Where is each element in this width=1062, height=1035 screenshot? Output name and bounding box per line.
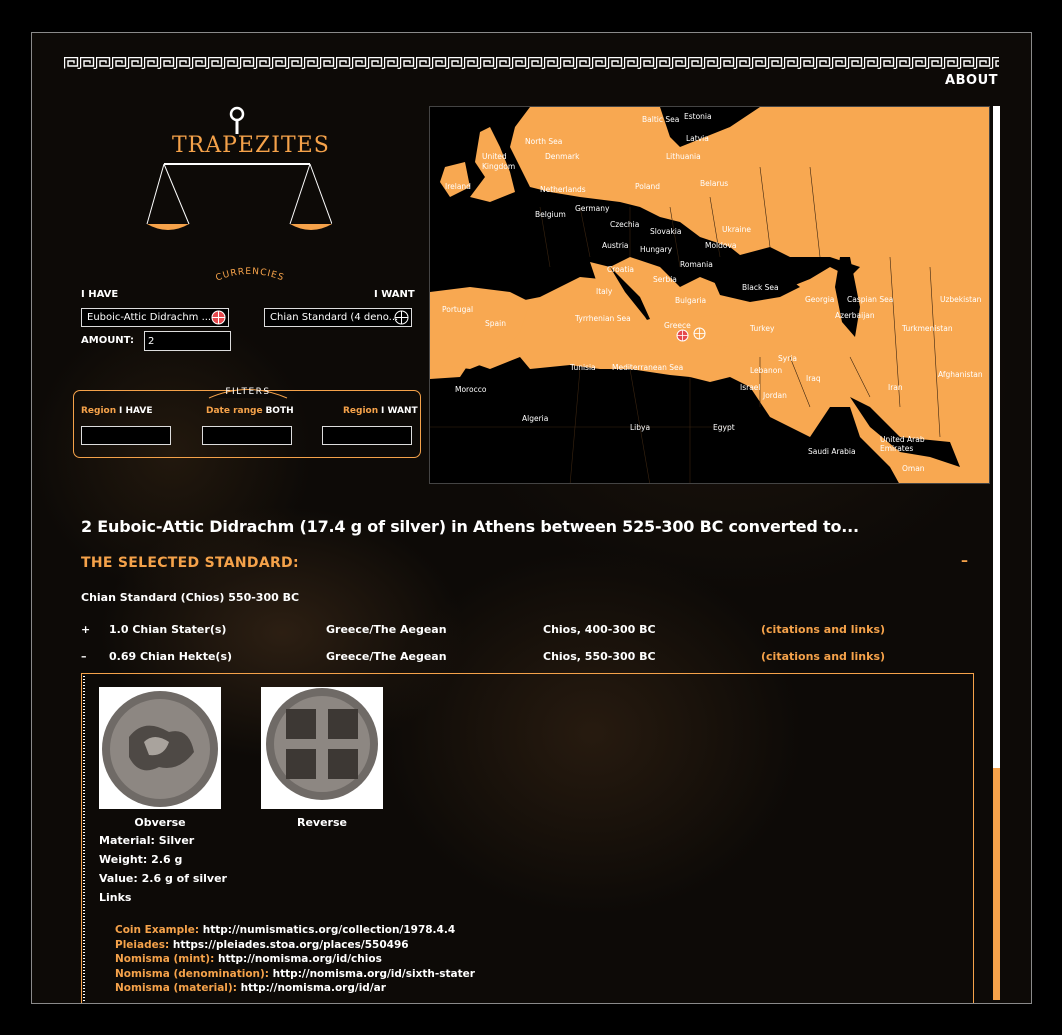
dotted-rule xyxy=(82,674,87,1004)
map-label: Lebanon xyxy=(750,366,783,375)
region-map[interactable] xyxy=(429,106,990,484)
filter-date-input[interactable] xyxy=(202,426,292,445)
want-location-marker-icon[interactable] xyxy=(693,327,706,340)
map-label: Austria xyxy=(602,241,629,250)
map-label: Tyrrhenian Sea xyxy=(575,314,631,323)
reverse-caption: Reverse xyxy=(297,816,347,829)
map-label: Azerbaijan xyxy=(835,311,875,320)
filter-date-label: Date range BOTH xyxy=(206,406,294,416)
map-label: Black Sea xyxy=(742,283,779,292)
location-target-icon[interactable] xyxy=(394,310,409,325)
citations-link[interactable]: (citations and links) xyxy=(761,650,886,663)
result-row[interactable] xyxy=(81,650,961,666)
map-label: Italy xyxy=(596,287,613,296)
have-select-value: Euboic-Attic Didrachm ... xyxy=(87,312,212,323)
map-label: Kingdom xyxy=(482,162,516,171)
map-label: Germany xyxy=(575,204,610,213)
map-label: Turkey xyxy=(750,324,775,333)
row-toggle[interactable]: – xyxy=(81,650,87,663)
map-label: Saudi Arabia xyxy=(808,447,856,456)
link-item[interactable]: Pleiades: https://pleiades.stoa.org/places/550496 xyxy=(115,938,409,951)
filter-region-want-label: Region I WANT xyxy=(343,406,418,416)
map-label: United xyxy=(482,152,507,161)
logo-title: TRAPEZITES xyxy=(172,133,330,158)
map-label: Estonia xyxy=(684,112,712,121)
map-label: Ukraine xyxy=(722,225,751,234)
map-label: Israel xyxy=(740,383,761,392)
map-label: Denmark xyxy=(545,152,580,161)
map-label: Oman xyxy=(902,464,925,473)
row-toggle[interactable]: + xyxy=(81,623,91,636)
link-item[interactable]: Nomisma (mint): http://nomisma.org/id/chios xyxy=(115,953,382,965)
map-label: United Arab xyxy=(880,435,925,444)
about-link[interactable]: ABOUT xyxy=(945,73,998,88)
link-item[interactable]: Coin Example: http://numismatics.org/collection/1978.4.4 xyxy=(115,924,456,936)
map-label: Iran xyxy=(888,383,903,392)
svg-text:FILTERS: FILTERS xyxy=(225,387,271,397)
map-label: Ireland xyxy=(445,182,471,191)
map-label: Netherlands xyxy=(540,185,586,194)
coin-obverse-image[interactable] xyxy=(99,687,221,809)
map-label: Afghanistan xyxy=(938,370,983,379)
meander-border xyxy=(64,57,999,69)
app-frame xyxy=(31,32,1032,1004)
selected-standard-heading: THE SELECTED STANDARD: xyxy=(81,555,299,571)
result-row[interactable] xyxy=(81,623,961,639)
trapezites-logo[interactable] xyxy=(142,103,332,243)
map-label: Spain xyxy=(485,319,506,328)
want-select[interactable] xyxy=(264,308,412,327)
map-label: North Sea xyxy=(525,137,563,146)
row-amount: 1.0 Chian Stater(s) xyxy=(109,623,227,636)
links-list xyxy=(115,923,475,996)
map-label: Emirates xyxy=(880,444,914,453)
coin-detail-panel xyxy=(81,673,974,1004)
amount-input[interactable] xyxy=(144,331,231,351)
map-label: Latvia xyxy=(686,134,709,143)
map-label: Belarus xyxy=(700,179,729,188)
coin-reverse-image[interactable] xyxy=(261,687,383,809)
map-label: Syria xyxy=(778,354,797,363)
map-label: Turkmenistan xyxy=(902,324,953,333)
link-item[interactable]: Nomisma (denomination): http://nomisma.org/id/sixth-stater xyxy=(115,967,475,980)
map-label: Romania xyxy=(680,260,713,269)
coin-weight: Weight: 2.6 g xyxy=(99,853,183,866)
map-label: Slovakia xyxy=(650,227,682,236)
map-label: Georgia xyxy=(805,295,835,304)
filter-region-have-label: Region I HAVE xyxy=(81,406,153,416)
map-label: Poland xyxy=(635,182,661,191)
map-label: Algeria xyxy=(522,414,549,423)
have-label: I HAVE xyxy=(81,289,119,300)
scales-icon xyxy=(142,103,332,243)
row-place: Chios, 550-300 BC xyxy=(543,650,656,663)
map-label: Jordan xyxy=(763,391,787,400)
coin-material: Material: Silver xyxy=(99,834,195,847)
filter-region-want-input[interactable] xyxy=(322,426,412,445)
row-region: Greece/The Aegean xyxy=(326,623,447,636)
filters-panel xyxy=(73,390,421,458)
map-label: Czechia xyxy=(610,220,640,229)
conversion-headline: 2 Euboic-Attic Didrachm (17.4 g of silver) in Athens between 525-300 BC converted to... xyxy=(81,517,859,536)
map-label: Iraq xyxy=(806,374,821,383)
coin-value: Value: 2.6 g of silver xyxy=(99,872,227,885)
map-label: Tunisia xyxy=(570,363,596,372)
map-label: Moldova xyxy=(705,241,737,250)
scrollbar-thumb[interactable] xyxy=(993,768,1000,1000)
map-label: Egypt xyxy=(713,423,735,432)
map-label: Belgium xyxy=(535,210,566,219)
map-label: Uzbekistan xyxy=(940,295,982,304)
obverse-caption: Obverse xyxy=(134,816,186,829)
standard-name: Chian Standard (Chios) 550-300 BC xyxy=(81,591,300,604)
want-select-value: Chian Standard (4 deno... xyxy=(270,312,399,323)
row-amount: 0.69 Chian Hekte(s) xyxy=(109,650,233,663)
filter-region-have-input[interactable] xyxy=(81,426,171,445)
filters-title xyxy=(207,379,289,399)
map-label: Hungary xyxy=(640,245,673,254)
map-label: Baltic Sea xyxy=(642,115,680,124)
map-label: Portugal xyxy=(442,305,474,314)
map-label: Lithuania xyxy=(666,152,701,161)
want-label: I WANT xyxy=(374,289,415,300)
map-label: Serbia xyxy=(653,275,677,284)
map-label: Croatia xyxy=(607,265,634,274)
amount-label: AMOUNT: xyxy=(81,335,134,346)
have-select[interactable] xyxy=(81,308,229,327)
row-place: Chios, 400-300 BC xyxy=(543,623,656,636)
link-item[interactable]: Nomisma (material): http://nomisma.org/id/ar xyxy=(115,982,386,994)
collapse-toggle[interactable]: – xyxy=(961,553,968,569)
map-label: Libya xyxy=(630,423,651,432)
map-label: Caspian Sea xyxy=(847,295,894,304)
map-label: Greece xyxy=(664,321,691,330)
location-target-icon[interactable] xyxy=(211,310,226,325)
map-label: Mediterranean Sea xyxy=(612,363,684,372)
currencies-label xyxy=(210,264,290,284)
have-location-marker-icon[interactable] xyxy=(676,329,689,342)
citations-link[interactable]: (citations and links) xyxy=(761,623,886,636)
links-heading: Links xyxy=(99,891,132,904)
row-region: Greece/The Aegean xyxy=(326,650,447,663)
svg-text:CURRENCIES: CURRENCIES xyxy=(214,266,286,284)
map-label: Bulgaria xyxy=(675,296,707,305)
map-label: Morocco xyxy=(455,385,487,394)
